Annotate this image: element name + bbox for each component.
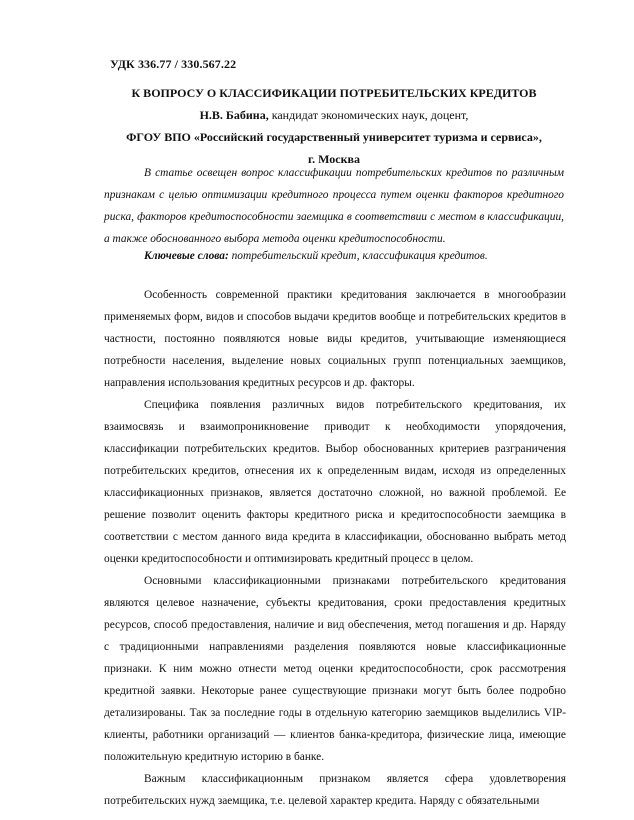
paragraph-3: Основными классификационными признаками потребительского кредитования являются целевое назначение, субъекты кредитования, сроки предоставления кредитных ресурсов, способ предоставления, наличие и вид обеспечения, метод погашения и др. Наряду с традиционными направлениями разделения появляются новые классификационные признаки. К ним можно отнести метод оценки кредитоспособности, срок рассмотрения кредитной заявки. Некоторые ранее существующие признаки могут быть более подробно детализированы. Так за последние годы в отдельную категорию заемщиков выделились VIP-клиенты, работники организаций — клиентов банка-кредитора, физические лица, имеющие положительную кредитную историю в банке.	[104, 575, 566, 763]
paragraph-2: Специфика появления различных видов потребительского кредитования, их взаимосвязь и взаимопроникновение приводит к необходимости упорядочения, классификации потребительских кредитов. Выбор обоснованных критериев разграничения потребительских кредитов, отнесения их к определенным видам, исходя из определенных классификационных признаков, является достаточно сложной, но важной проблемой. Ее решение позволит оценить факторы кредитного риска и кредитоспособности заемщика в соответствии с местом данного вида кредита в классификации, обоснованно выбрать метод оценки кредитоспособности и оптимизировать кредитный процесс в целом.	[104, 399, 566, 565]
paragraph-1: Особенность современной практики кредитования заключается в многообразии применяемых форм, видов и способов выдачи кредитов вообще и потребительских кредитов в частности, постоянно появляются новые виды кредитов, учитывающие изменяющиеся потребности населения, выделение новых социальных групп потенциальных заемщиков, направления использования кредитных ресурсов и др. факторы.	[104, 289, 566, 389]
abstract: В статье освещен вопрос классификации потребительских кредитов по различным признакам с целью оптимизации кредитного процесса путем оценки факторов кредитного риска, факторов кредитоспособности заемщика в соответствии с местом в классификации, а также обоснованного выбора метода оценки кредитоспособности.	[104, 167, 564, 245]
keywords-text: потребительский кредит, классификация кредитов.	[228, 250, 488, 262]
author-organization: ФГОУ ВПО «Российский государственный университет туризма и сервиса»,	[126, 130, 542, 144]
author-line	[104, 104, 564, 126]
article-title: К ВОПРОСУ О КЛАССИФИКАЦИИ ПОТРЕБИТЕЛЬСКИХ КРЕДИТОВ	[131, 86, 537, 100]
body-text	[104, 284, 566, 812]
keywords	[104, 245, 564, 267]
author-city: г. Москва	[308, 152, 360, 166]
author-name: Н.В. Бабина,	[199, 108, 269, 122]
paragraph-4: Важным классификационным признаком является сфера удовлетворения потребительских нужд заемщика, т.е. целевой характер кредита. Наряду с обязательными	[104, 773, 566, 807]
author-credentials: кандидат экономических наук, доцент,	[268, 108, 469, 122]
keywords-label: Ключевые слова:	[144, 250, 229, 262]
udc-code: УДК 336.77 / 330.567.22	[110, 57, 237, 71]
